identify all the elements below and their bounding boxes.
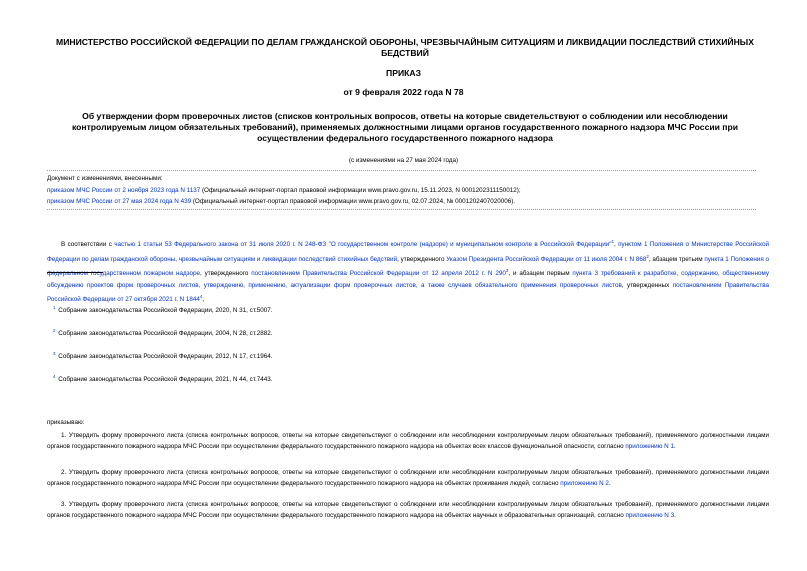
preamble-text: , абзацем третьим [648, 255, 705, 263]
footnote [53, 374, 273, 383]
order-item-text: 1. Утвердить форму проверочного листа (списка контрольных вопросов, ответы на которые свидетельствуют о соблюдении или несоблюдении контролируемым лицом обязательных требований), применяемого должностными лицами органов государственного пожарного надзора МЧС России при осуществлении федерального государственного пожарного надзора на объектах всех классов функциональной опасности, согласно [47, 432, 769, 451]
amendments-box [47, 170, 756, 210]
amendment-note: (Официальный интернет-портал правовой информации www.pravo.gov.ru, 02.07.2024, № 0001202407020006). [191, 198, 516, 205]
appendix-link[interactable]: приложению N 1 [625, 443, 674, 451]
footnote-ref[interactable]: 1 [611, 239, 614, 244]
order-item-text: 2. Утвердить форму проверочного листа (списка контрольных вопросов, ответы на которые свидетельствуют о соблюдении или несоблюдении контролируемым лицом обязательных требований), применяемого должностными лицами органов государственного пожарного надзора МЧС России при осуществлении федерального государственного пожарного надзора на объектах проживания людей, согласно [47, 469, 769, 488]
footnote-text: Собрание законодательства Российской Федерации, 2021, N 44, ст.7443. [56, 376, 273, 384]
preamble-paragraph [47, 236, 769, 305]
orders-lead: приказываю: [47, 419, 85, 426]
footnote-mark: 3 [53, 351, 56, 356]
footnote-text: Собрание законодательства Российской Федерации, 2004, N 28, ст.2882. [56, 330, 273, 338]
order-item-end: . [608, 480, 611, 488]
preamble-text: , утвержденного [397, 255, 447, 263]
order-item-end: . [673, 443, 676, 451]
preamble-text: , утвержденного [199, 270, 252, 278]
order-label: ПРИКАЗ [386, 68, 421, 78]
appendix-link[interactable]: приложению N 3 [625, 512, 675, 520]
amendment-item [47, 196, 756, 208]
decree-link[interactable]: Указом Президента Российской Федерации от 11 июля 2004 г. N 868 [446, 255, 647, 263]
footnote [53, 328, 273, 337]
footnote-mark: 1 [53, 305, 56, 310]
preamble-text: В соответствии с [61, 241, 115, 249]
amendment-item [47, 185, 756, 197]
amendment-link[interactable]: приказом МЧС России от 2 ноября 2023 года N 1137 [47, 186, 201, 194]
amendments-intro: Документ с изменениями, внесенными: [47, 175, 163, 182]
footnote-ref[interactable]: 3 [505, 268, 509, 273]
preamble-text: , [613, 241, 619, 249]
footnote-mark: 2 [53, 328, 56, 333]
order-item-text: 3. Утвердить форму проверочного листа (списка контрольных вопросов, ответы на которые свидетельствуют о соблюдении или несоблюдении контролируемым лицом обязательных требований), применяемого должностными лицами органов государственного пожарного надзора МЧС России при осуществлении федерального государственного пожарного надзора на объектах научных и образовательных организаций, согласно [47, 501, 769, 520]
appendix-link[interactable]: приложению N 2 [560, 480, 609, 488]
law-link[interactable]: частью 1 статьи 53 Федерального закона от 31 июля 2020 г. N 248-ФЗ "О государственном контроле (надзоре) и муниципальном контроле в Российской Федерации" [114, 241, 612, 249]
amendment-note: (Официальный интернет-портал правовой информации www.pravo.gov.ru, 15.11.2023, N 0001202311150012); [200, 186, 521, 194]
footnote-ref[interactable]: 2 [646, 253, 649, 259]
requirements-link[interactable]: пункта 3 требований к разработке, содержанию, общественному обсуждению проектов форм проверочных листов, утверждению, применению, актуализации форм проверочных листов, а также случаев обязательного применения проверочных листов [47, 270, 769, 289]
footnote-mark: 4 [53, 374, 56, 379]
footnote [53, 351, 273, 360]
preamble-text: , утвержденных [621, 281, 673, 289]
order-item [47, 499, 769, 522]
order-item [47, 467, 769, 490]
amendment-link[interactable]: приказом МЧС России от 27 мая 2024 года N 439 [47, 198, 192, 205]
footnote-text: Собрание законодательства Российской Федерации, 2012, N 17, ст.1964. [56, 353, 273, 361]
ministry-name: МИНИСТЕРСТВО РОССИЙСКОЙ ФЕДЕРАЦИИ ПО ДЕЛАМ ГРАЖДАНСКОЙ ОБОРОНЫ, ЧРЕЗВЫЧАЙНЫМ СИТУАЦИЯМ И ЛИКВИДАЦИИ ПОСЛЕДСТВИЙ СТИХИЙНЫХ БЕДСТВИЙ [56, 37, 754, 58]
footnote-text: Собрание законодательства Российской Федерации, 2020, N 31, ст.5007. [56, 307, 273, 315]
amended-note: (с изменениями на 27 мая 2024 года) [348, 157, 459, 164]
regulation-link[interactable]: пункта 1 Положения о федеральном государственном пожарном надзоре [47, 255, 770, 278]
resolution-link[interactable]: постановлением Правительства Российской Федерации от 27 октября 2021 г. N 1844 [47, 281, 769, 303]
preamble-text: , [202, 296, 205, 303]
document-title: Об утверждении форм проверочных листов (списков контрольных вопросов, ответы на которые свидетельствуют о соблюдении или несоблюдении контролируемым лицом обязательных требований), применяемых должностными лицами органов государственного пожарного надзора МЧС России при осуществлении федерального государственного пожарного надзора [71, 111, 739, 143]
preamble-text: , и абзацем первым [508, 270, 573, 278]
order-date: от 9 февраля 2022 года N 78 [343, 87, 464, 97]
order-item-end: . [674, 512, 676, 520]
footnote-divider [47, 272, 103, 273]
footnote [53, 305, 273, 314]
resolution-link[interactable]: постановлением Правительства Российской Федерации от 12 апреля 2012 г. N 290 [251, 270, 506, 278]
footnote-ref[interactable]: 4 [199, 293, 203, 299]
regulation-link[interactable]: пунктом 1 Положения о Министерстве Российской Федерации по делам гражданской обороны, чрезвычайным ситуациям и ликвидации последствий стихийных бедствий [47, 241, 769, 263]
order-item [47, 430, 769, 453]
